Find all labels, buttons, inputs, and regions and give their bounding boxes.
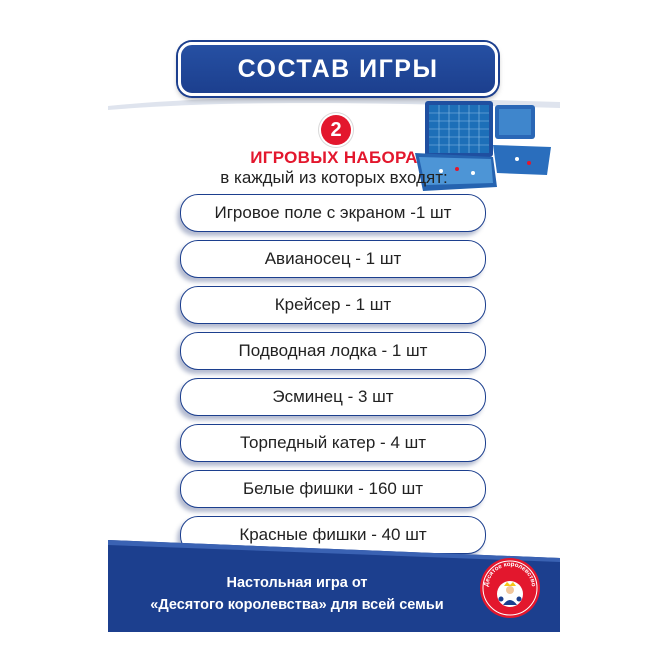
svg-text:Десятое королевство: Десятое королевство xyxy=(482,560,537,588)
list-item: Авианосец - 1 шт xyxy=(180,240,486,278)
contents-list xyxy=(180,194,486,562)
list-item: Белые фишки - 160 шт xyxy=(180,470,486,508)
product-card xyxy=(108,20,560,632)
sets-title: ИГРОВЫХ НАБОРА xyxy=(250,148,418,167)
page-title: СОСТАВ ИГРЫ xyxy=(178,42,498,96)
sets-count-badge: 2 xyxy=(321,115,351,145)
list-item: Игровое поле с экраном -1 шт xyxy=(180,194,486,232)
footer-line-2: «Десятого королевства» для всей семьи xyxy=(150,597,444,613)
footer-text xyxy=(132,572,462,616)
brand-logo-icon xyxy=(479,557,541,619)
list-item: Красные фишки - 40 шт xyxy=(180,516,486,554)
list-item: Торпедный катер - 4 шт xyxy=(180,424,486,462)
list-item: Подводная лодка - 1 шт xyxy=(180,332,486,370)
list-item: Крейсер - 1 шт xyxy=(180,286,486,324)
sets-subtitle: в каждый из которых входят: xyxy=(220,168,448,187)
footer-line-1: Настольная игра от xyxy=(226,575,368,591)
list-item: Эсминец - 3 шт xyxy=(180,378,486,416)
